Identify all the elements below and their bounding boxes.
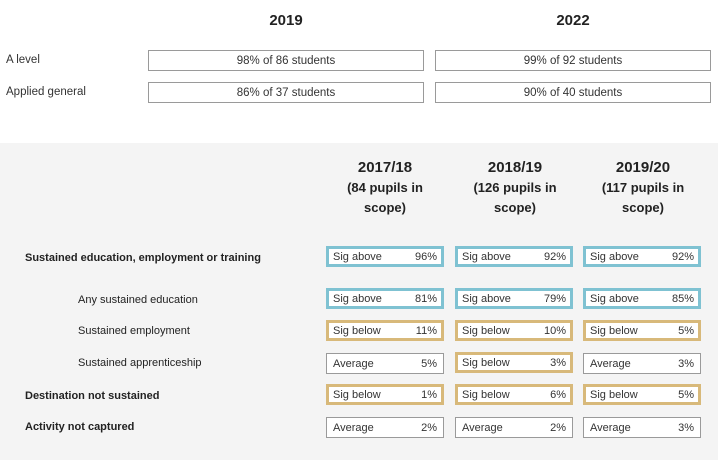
applied-general-2019-value: 86% of 37 students <box>148 82 424 103</box>
row-label-activity-not-captured: Activity not captured <box>25 420 135 433</box>
cell-value: 92% <box>543 250 566 263</box>
cell-not-captured-2018-19 <box>455 417 573 438</box>
cell-value: 11% <box>415 324 437 337</box>
cell-status: Sig below <box>462 388 510 401</box>
cell-value: 10% <box>543 324 566 337</box>
column-header-2017-18 <box>320 158 450 218</box>
cell-apprenticeship-2018-19 <box>455 352 573 373</box>
column-scope-line1: (84 pupils in <box>347 180 423 195</box>
cell-status: Average <box>333 357 374 370</box>
cell-any-education-2017-18 <box>326 288 444 309</box>
cell-status: Average <box>590 357 631 370</box>
cell-sustained-eet-2017-18 <box>326 246 444 267</box>
a-level-2019-value: 98% of 86 students <box>148 50 424 71</box>
cell-value: 2% <box>421 421 437 434</box>
cell-status: Sig below <box>333 324 381 337</box>
year-header-2022: 2022 <box>556 12 590 29</box>
cell-value: 5% <box>678 388 694 401</box>
cell-sustained-eet-2019-20 <box>583 246 701 267</box>
cell-value: 6% <box>550 388 566 401</box>
cell-employment-2019-20 <box>583 320 701 341</box>
row-label-any-sustained-education: Any sustained education <box>78 293 198 306</box>
cell-status: Average <box>462 421 503 434</box>
cell-value: 85% <box>671 292 694 305</box>
row-label-applied-general: Applied general <box>6 86 86 98</box>
column-scope-line2: scope) <box>494 200 536 215</box>
column-scope-line1: (126 pupils in <box>473 180 557 195</box>
cell-value: 3% <box>678 421 694 434</box>
row-label-sustained-employment: Sustained employment <box>78 324 190 337</box>
cell-any-education-2018-19 <box>455 288 573 309</box>
cell-status: Sig below <box>462 356 510 369</box>
cell-status: Sig above <box>590 292 639 305</box>
cell-not-sustained-2018-19 <box>455 384 573 405</box>
cell-apprenticeship-2019-20 <box>583 353 701 374</box>
cell-value: 3% <box>678 357 694 370</box>
cell-not-captured-2017-18 <box>326 417 444 438</box>
row-label-destination-not-sustained: Destination not sustained <box>25 389 160 402</box>
column-header-2018-19 <box>450 158 580 218</box>
cell-any-education-2019-20 <box>583 288 701 309</box>
cell-employment-2018-19 <box>455 320 573 341</box>
cell-not-captured-2019-20 <box>583 417 701 438</box>
cell-value: 5% <box>421 357 437 370</box>
cell-status: Average <box>590 421 631 434</box>
row-label-a-level: A level <box>6 54 40 66</box>
row-label-sustained-eet: Sustained education, employment or training <box>25 251 261 264</box>
cell-status: Sig above <box>333 250 382 263</box>
cell-value: 81% <box>414 292 437 305</box>
cell-value: 1% <box>421 388 437 401</box>
cell-status: Sig below <box>590 324 638 337</box>
cell-value: 96% <box>414 250 437 263</box>
cell-status: Sig below <box>333 388 381 401</box>
cell-value: 2% <box>550 421 566 434</box>
cell-sustained-eet-2018-19 <box>455 246 573 267</box>
cell-status: Sig above <box>462 250 511 263</box>
cell-status: Sig below <box>462 324 510 337</box>
cell-status: Sig above <box>590 250 639 263</box>
cell-status: Sig below <box>590 388 638 401</box>
cell-status: Average <box>333 421 374 434</box>
cell-value: 5% <box>678 324 694 337</box>
cell-not-sustained-2019-20 <box>583 384 701 405</box>
year-header-2019: 2019 <box>269 12 303 29</box>
cell-status: Sig above <box>333 292 382 305</box>
row-label-sustained-apprenticeship: Sustained apprenticeship <box>78 356 202 369</box>
column-year: 2018/19 <box>487 159 543 176</box>
column-year: 2019/20 <box>615 159 671 176</box>
cell-value: 79% <box>543 292 566 305</box>
column-scope-line2: scope) <box>622 200 664 215</box>
cell-employment-2017-18 <box>326 320 444 341</box>
cell-apprenticeship-2017-18 <box>326 353 444 374</box>
column-year: 2017/18 <box>357 159 413 176</box>
applied-general-2022-value: 90% of 40 students <box>435 82 711 103</box>
a-level-2022-value: 99% of 92 students <box>435 50 711 71</box>
cell-status: Sig above <box>462 292 511 305</box>
cell-not-sustained-2017-18 <box>326 384 444 405</box>
column-scope-line2: scope) <box>364 200 406 215</box>
cell-value: 3% <box>550 356 566 369</box>
column-scope-line1: (117 pupils in <box>601 180 685 195</box>
column-header-2019-20 <box>578 158 708 218</box>
cell-value: 92% <box>671 250 694 263</box>
